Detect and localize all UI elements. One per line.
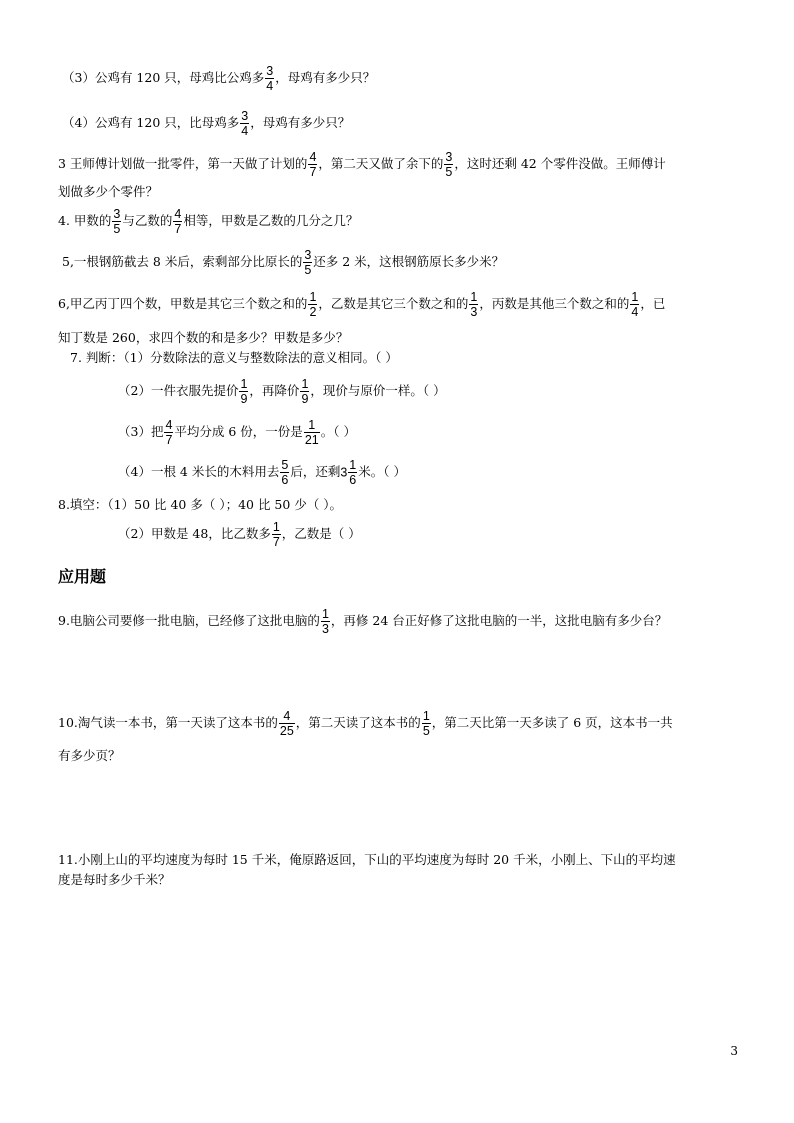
- text: 米。（ ）: [358, 464, 406, 479]
- fraction: $\frac{1}{5}$: [422, 709, 430, 738]
- page-number: 3: [730, 1044, 738, 1058]
- text: 9.电脑公司要修一批电脑，已经修了这批电脑的: [58, 613, 320, 628]
- text: 3 王师傅计划做一批零件，第一天做了计划的: [58, 156, 308, 171]
- text: ，母鸡有多少只？: [250, 115, 351, 130]
- question-7-4: [118, 458, 406, 487]
- fraction: $\frac{3}{5}$: [304, 248, 312, 277]
- fraction: $\frac{4}{7}$: [309, 150, 317, 179]
- fraction: $\frac{5}{6}$: [281, 458, 289, 487]
- fraction: $\frac{3}{4}$: [266, 64, 274, 93]
- text: ，再降价: [249, 383, 300, 398]
- text: 划做多少个零件？: [58, 184, 159, 199]
- text: 11.小刚上山的平均速度为每时 15 千米，俺原路返回，下山的平均速度为每时 20 千米，小刚上、下山的平均速: [58, 852, 676, 867]
- fraction: $\frac{4}{7}$: [165, 418, 173, 447]
- text: ，第二天读了这本书的: [295, 715, 421, 730]
- text: ，乙数是其它三个数之和的: [318, 296, 469, 311]
- text: ，母鸡有多少只？: [275, 70, 376, 85]
- text: ，丙数是其他三个数之和的: [479, 296, 630, 311]
- question-6: [58, 290, 665, 319]
- fraction: $\frac{1}{9}$: [240, 377, 248, 406]
- fraction: $\frac{4}{7}$: [174, 207, 182, 236]
- fraction: $\frac{1}{2}$: [309, 290, 317, 319]
- text: ，现价与原价一样。（ ）: [310, 383, 446, 398]
- question-7-1: [70, 350, 398, 366]
- fraction: $\frac{1}{6}$: [349, 458, 357, 487]
- mixed-number: 3 $\frac{1}{6}$: [340, 458, 357, 487]
- fraction: $\frac{1}{3}$: [470, 290, 478, 319]
- text: （4）公鸡有 120 只，比母鸡多: [62, 115, 240, 130]
- text: 。（ ）: [320, 424, 356, 439]
- text: ，第二天又做了余下的: [318, 156, 444, 171]
- text: 还多 2 米，这根钢筋原长多少米？: [313, 254, 505, 269]
- text: （3）把: [118, 424, 164, 439]
- text: 与乙数的: [122, 213, 173, 228]
- text: 有多少页？: [58, 748, 121, 763]
- text: ，乙数是（ ）: [281, 526, 361, 541]
- fraction: $\frac{3}{5}$: [113, 207, 121, 236]
- text: ，这时还剩 42 个零件没做。王师傅计: [454, 156, 666, 171]
- text: ，再修 24 台正好修了这批电脑的一半，这批电脑有多少台？: [330, 613, 668, 628]
- question-3-3: [62, 64, 375, 93]
- text: 10.淘气读一本书，第一天读了这本书的: [58, 715, 278, 730]
- question-3: [58, 150, 666, 179]
- fraction: $\frac{1}{9}$: [301, 377, 309, 406]
- text: 8.填空：（1）50 比 40 多（ ）；40 比 50 少（ ）。: [58, 497, 343, 512]
- question-8-1: [58, 497, 342, 513]
- fraction: $\frac{1}{3}$: [321, 607, 329, 636]
- question-4: [58, 207, 358, 236]
- text: 5,一根钢筋截去 8 米后，索剩部分比原长的: [62, 254, 303, 269]
- text: （2）一件衣服先提价: [118, 383, 239, 398]
- text: ，已: [640, 296, 666, 311]
- text: 知丁数是 260，求四个数的和是多少？甲数是多少？: [58, 330, 349, 345]
- text: 后，还剩: [290, 464, 341, 479]
- text: 6,甲乙丙丁四个数，甲数是其它三个数之和的: [58, 296, 308, 311]
- fraction: $\frac{4}{25}$: [279, 709, 294, 738]
- question-8-2: [118, 520, 361, 549]
- text: （2）甲数是 48，比乙数多: [118, 526, 271, 541]
- fraction: $\frac{3}{5}$: [445, 150, 453, 179]
- question-5: [62, 248, 504, 277]
- question-11-line2: [58, 872, 171, 888]
- fraction: $\frac{3}{4}$: [241, 109, 249, 138]
- question-10: [58, 709, 673, 738]
- text: （3）公鸡有 120 只，母鸡比公鸡多: [62, 70, 265, 85]
- section-title: 应用题: [58, 567, 107, 586]
- text: 平均分成 6 份，一份是: [174, 424, 303, 439]
- question-9: [58, 607, 667, 636]
- text: 4. 甲数的: [58, 213, 112, 228]
- question-3-4: [62, 109, 350, 138]
- question-7-2: [118, 377, 446, 406]
- question-10-line2: [58, 748, 121, 764]
- fraction: $\frac{1}{21}$: [304, 418, 319, 447]
- question-3-line2: [58, 184, 158, 200]
- text: 相等，甲数是乙数的几分之几？: [183, 213, 359, 228]
- fraction: $\frac{1}{4}$: [631, 290, 639, 319]
- text: 度是每时多少千米？: [58, 872, 171, 887]
- text: 7. 判断：（1）分数除法的意义与整数除法的意义相同。（ ）: [70, 350, 398, 365]
- question-6-line2: [58, 330, 348, 346]
- fraction: $\frac{1}{7}$: [272, 520, 280, 549]
- question-11: [58, 852, 676, 868]
- question-7-3: [118, 418, 356, 447]
- text: ，第二天比第一天多读了 6 页，这本书一共: [431, 715, 673, 730]
- text: （4）一根 4 米长的木料用去: [118, 464, 280, 479]
